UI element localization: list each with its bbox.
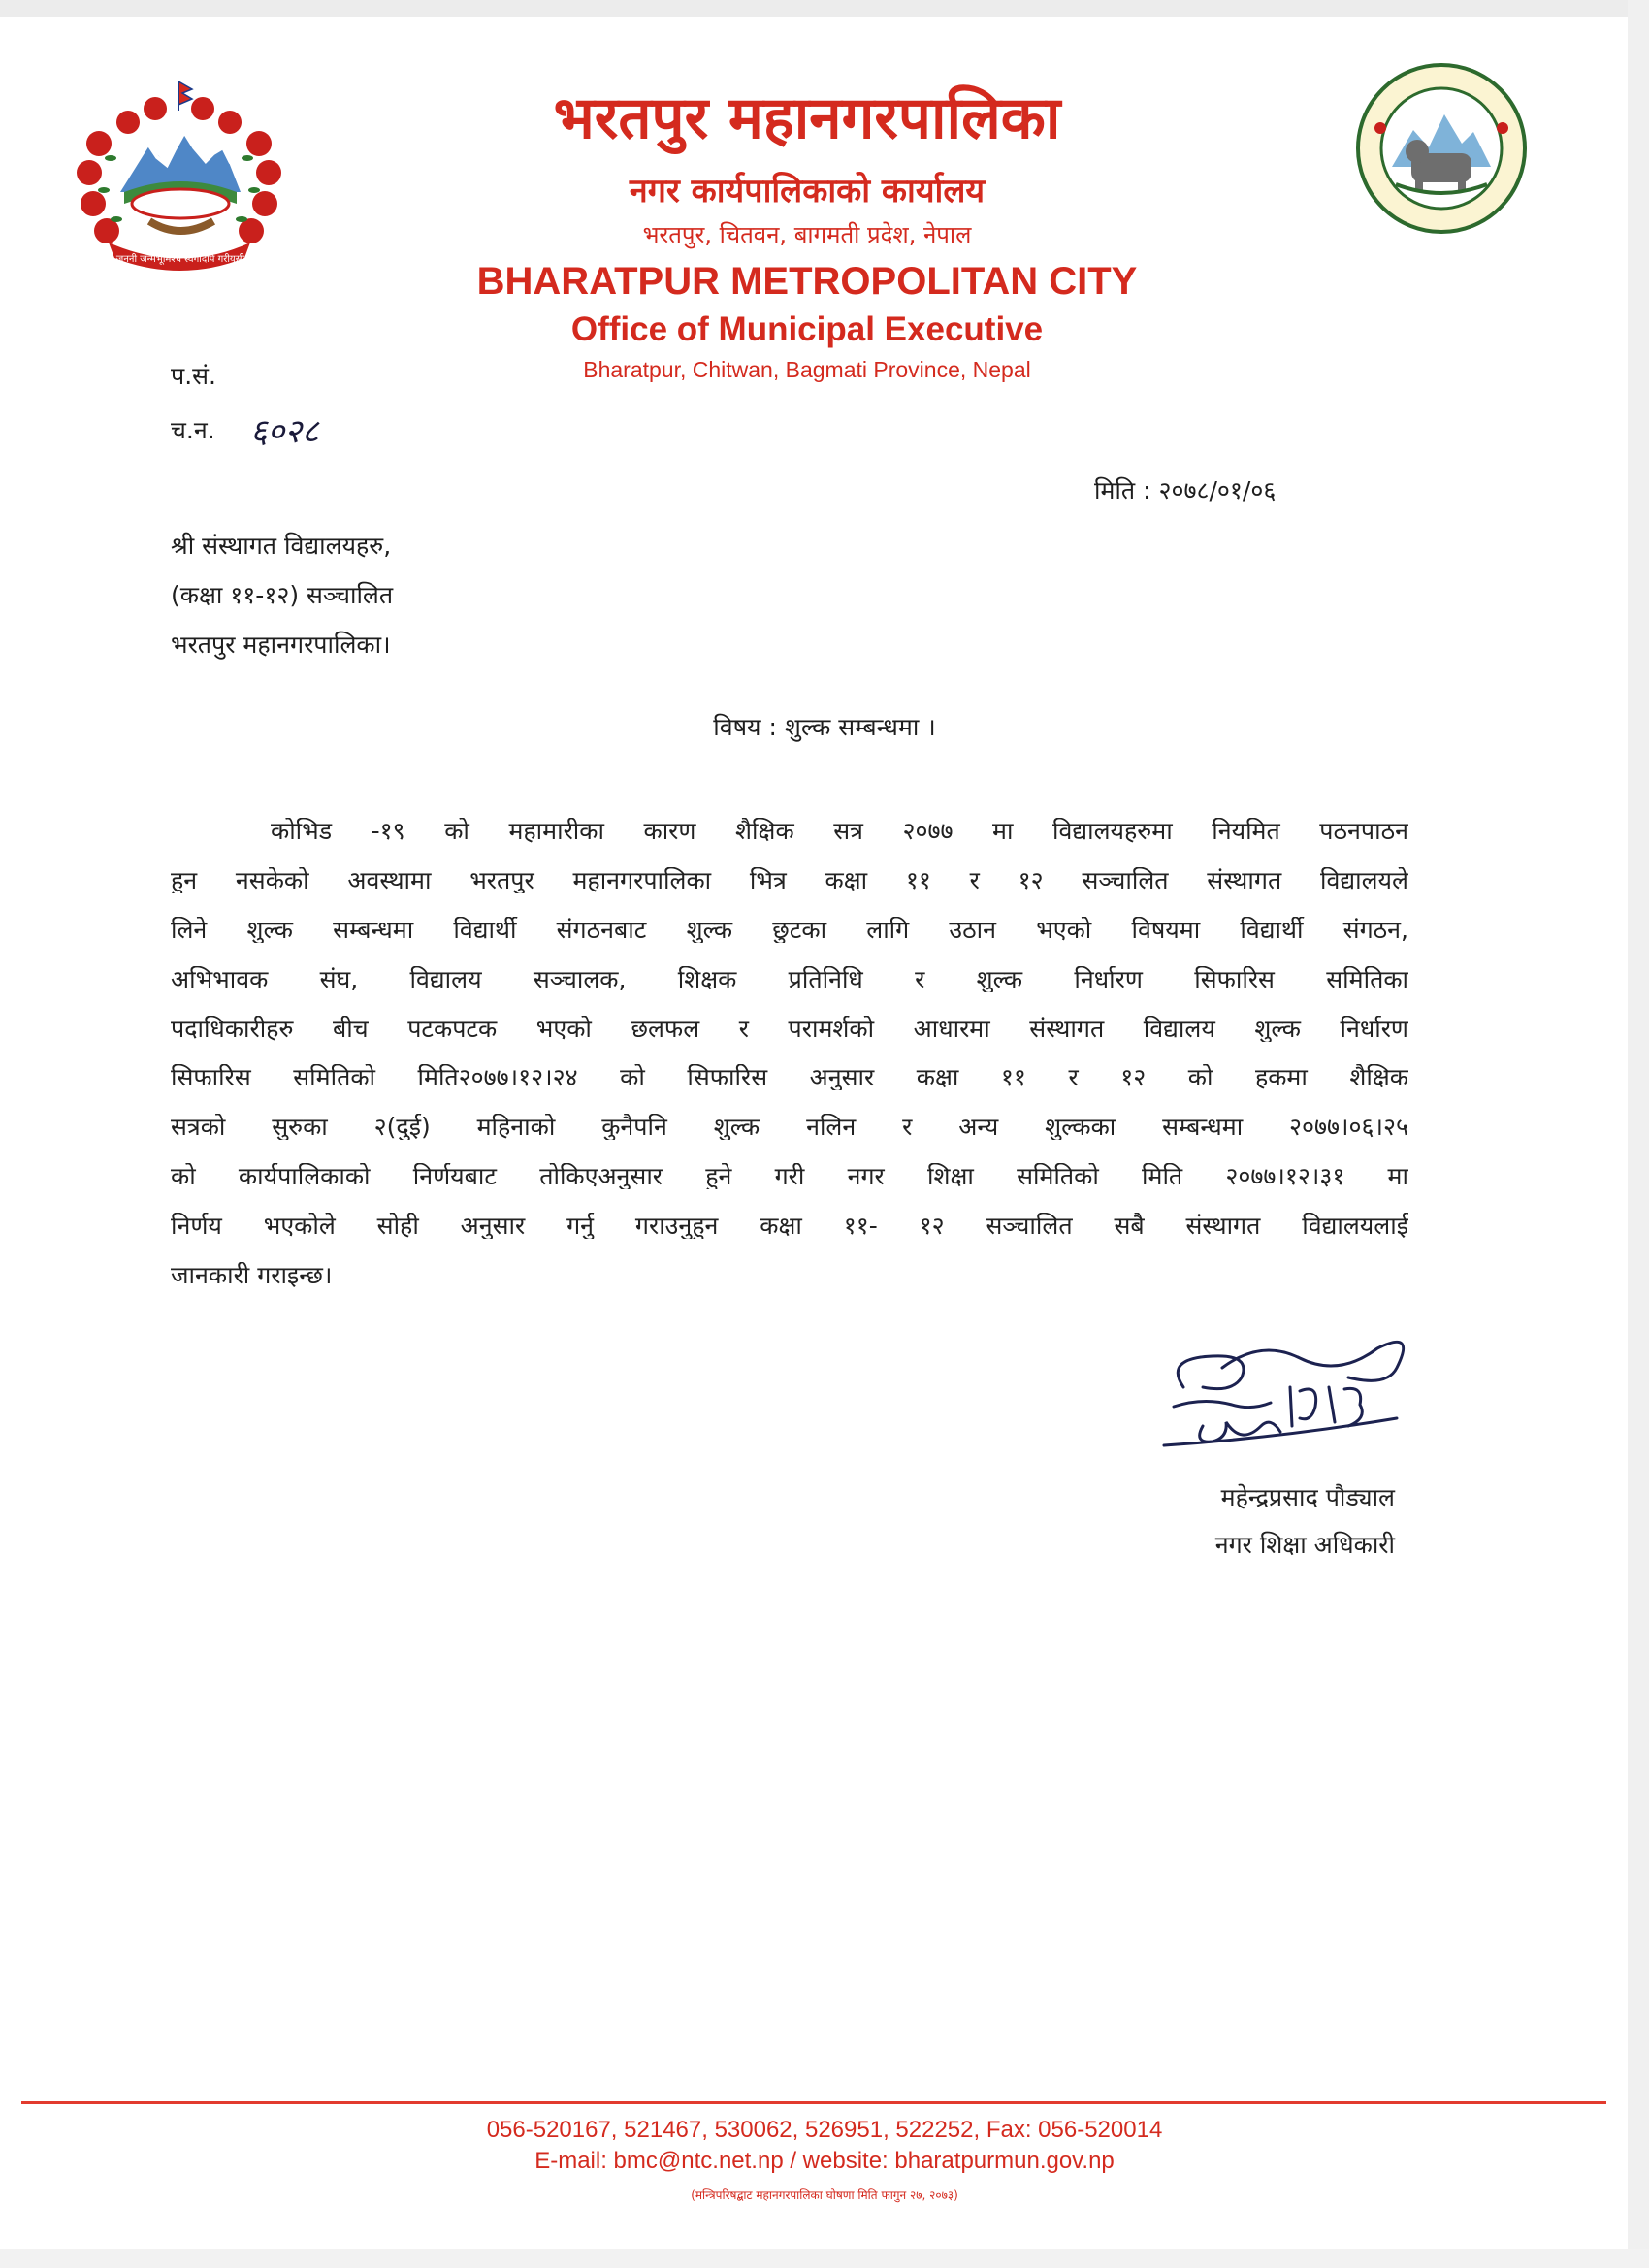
body-line: लिने शुल्क सम्बन्धमा विद्यार्थी संगठनबाट शुल्क छुटका लागि उठान भएको विषयमा विद्यार्थी संगठन, — [171, 916, 1408, 943]
letterhead-office-np: नगर कार्यपालिकाको कार्यालय — [629, 172, 986, 211]
letter-body — [171, 818, 1408, 1312]
scan-border-top — [0, 0, 1649, 17]
body-line: पदाधिकारीहरु बीच पटकपटक भएको छलफल र परामर्शको आधारमा संस्थागत विद्यालय शुल्क निर्धारण — [171, 1015, 1408, 1042]
body-line: अभिभावक संघ, विद्यालय सञ्चालक, शिक्षक प्रतिनिधि र शुल्क निर्धारण सिफारिस समितिका — [171, 965, 1408, 992]
recipient-line-3: भरतपुर महानगरपालिका। — [171, 631, 391, 659]
body-line: कोभिड -१९ को महामारीका कारण शैक्षिक सत्र २०७७ मा विद्यालयहरुमा नियमित पठनपाठन — [271, 818, 1408, 844]
reference-cn-handwritten-value: ६०२८ — [250, 412, 319, 451]
letter-subject: विषय : शुल्क सम्बन्धमा । — [713, 713, 936, 741]
reference-ps-label: प.सं. — [171, 362, 216, 390]
letterhead-title-en: BHARATPUR METROPOLITAN CITY — [476, 260, 1138, 303]
recipient-line-1: श्री संस्थागत विद्यालयहरु, — [171, 532, 392, 560]
body-line: निर्णय भएकोले सोही अनुसार गर्नु गराउनुहुन कक्षा ११- १२ सञ्चालित सबै संस्थागत विद्यालयलाई — [171, 1213, 1408, 1240]
scan-border-bottom — [0, 2249, 1649, 2268]
letterhead-office-en: Office of Municipal Executive — [570, 310, 1044, 348]
letter-date: मिति : २०७८/०१/०६ — [1094, 476, 1277, 504]
body-line: हुन नसकेको अवस्थामा भरतपुर महानगरपालिका भित्र कक्षा ११ र १२ सञ्चालित संस्थागत विद्यालयले — [171, 866, 1408, 893]
recipient-line-2: (कक्षा ११-१२) सञ्चालित — [171, 581, 394, 609]
footer-divider — [21, 2101, 1606, 2104]
letterhead-address-np: भरतपुर, चितवन, बागमती प्रदेश, नेपाल — [642, 221, 972, 248]
scan-border-right — [1628, 0, 1649, 2268]
handwritten-signature-icon — [1145, 1329, 1436, 1465]
footer-email-website: E-mail: bmc@ntc.net.np / website: bharatpurmun.gov.np — [534, 2148, 1115, 2174]
reference-cn-label: च.न. — [171, 416, 215, 444]
nepal-coat-of-arms-icon — [60, 76, 298, 279]
body-line: जानकारी गराइन्छ। — [171, 1262, 333, 1289]
body-line: सत्रको सुरुका २(दुई) महिनाको कुनैपनि शुल्क नलिन र अन्य शुल्कका सम्बन्धमा २०७७।०६।२५ — [171, 1114, 1408, 1141]
letterhead-address-en: Bharatpur, Chitwan, Bagmati Province, Nepal — [583, 357, 1031, 382]
footer-phone-numbers: 056-520167, 521467, 530062, 526951, 522252, Fax: 056-520014 — [486, 2117, 1163, 2143]
footer-declaration-note: (मन्त्रिपरिषद्बाट महानगरपालिका घोषणा मिति फागुन २७, २०७३) — [691, 2188, 958, 2202]
bharatpur-metropolitan-seal-icon — [1353, 60, 1530, 237]
letterhead-title-np: भरतपुर महानगरपालिका — [553, 84, 1061, 152]
body-line: सिफारिस समितिको मिति२०७७।१२।२४ को सिफारिस अनुसार कक्षा ११ र १२ को हकमा शैक्षिक — [171, 1064, 1408, 1091]
body-line: को कार्यपालिकाको निर्णयबाट तोकिएअनुसार हुने गरी नगर शिक्षा समितिको मिति २०७७।१२।३१ मा — [171, 1163, 1408, 1190]
signatory-title: नगर शिक्षा अधिकारी — [1214, 1531, 1395, 1559]
svg-text:जननी जन्मभूमिश्च स्वर्गादपि गर: जननी जन्मभूमिश्च स्वर्गादपि गरीयसी — [115, 254, 245, 265]
signatory-name: महेन्द्रप्रसाद पौड्याल — [1220, 1483, 1395, 1511]
